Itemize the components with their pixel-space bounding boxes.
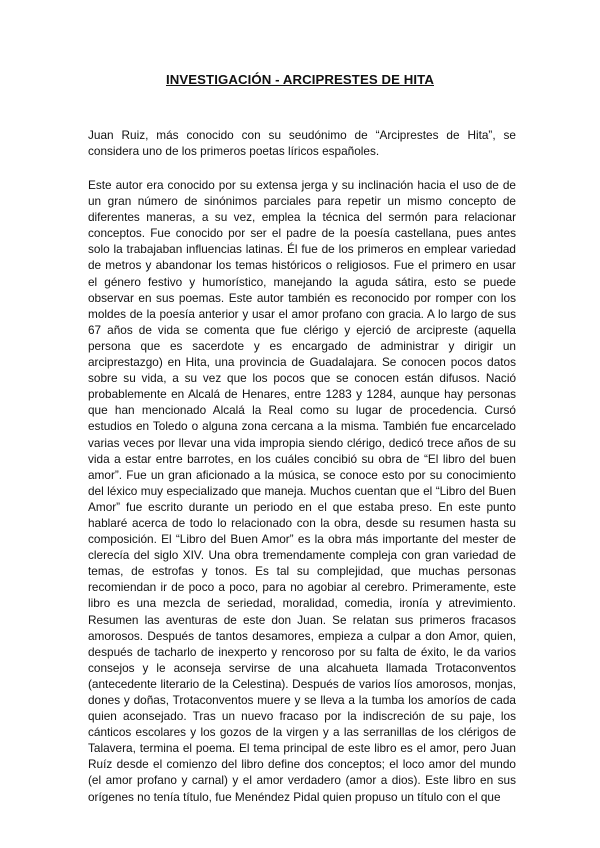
intro-paragraph: Juan Ruiz, más conocido con su seudónimo de “Arciprestes de Hita”, se considera uno de los primeros poetas líricos españoles. [88,128,516,159]
body-paragraph: Este autor era conocido por su extensa jerga y su inclinación hacia el uso de de un gran número de sinónimos parciales para repetir un mismo concepto de diferentes maneras, a su vez, emplea la técnica del sermón para relacionar conceptos. Fue conocido por ser el padre de la poesía castellana, pues antes solo la trabajaban influencias latinas. Él fue de los primeros en emplear variedad de metros y abandonar los temas históricos o religiosos. Fue el primero en usar el género festivo y humorístico, manejando la aguda sátira, esto se puede observar en sus poemas. Este autor también es reconocido por romper con los moldes de la poesía anterior y usar el amor profano con gracia. A lo largo de sus 67 años de vida se comenta que fue clérigo y ejerció de arcipreste (aquella persona que es sacerdote y es encargado de administrar y dirigir un arciprestazgo) en Hita, una provincia de Guadalajara. Se conocen pocos datos sobre su vida, a su vez que los pocos que se conocen están difusos. Nació probablemente en Alcalá de Henares, entre 1283 y 1284, aunque hay personas que han mencionado Alcalá la Real como su lugar de procedencia. Cursó estudios en Toledo o alguna zona cercana a la misma. También fue encarcelado varias veces por llevar una vida impropia siendo clérigo, dedicó trece años de su vida a estar entre barrotes, en los cuáles concibió su obra de “El libro del buen amor”. Fue un gran aficionado a la música, se conoce esto por su conocimiento del léxico muy especializado que maneja. Muchos cuentan que el “Libro del Buen Amor” fue escrito durante un periodo en el que estaba preso. En este punto hablaré acerca de todo lo relacionado con la obra, desde su resumen hasta su composición. El “Libro del Buen Amor” es la obra más importante del mester de clerecía del siglo XIV. Una obra tremendamente compleja con gran variedad de temas, de estrofas y tonos. Es tal su complejidad, que muchas personas recomiendan ir de poco a poco, para no agobiar al cerebro. Primeramente, este libro es una mezcla de seriedad, moralidad, comedia, ironía y atrevimiento. Resumen las aventuras de este don Juan. Se relatan sus primeros fracasos amorosos. Después de tantos desamores, empieza a culpar a don Amor, quien, después de tacharlo de inexperto y rencoroso por su falta de éxito, le da varios consejos y le aconseja servirse de una alcahueta llamada Trotaconventos (antecedente literario de la Celestina). Después de varios líos amorosos, monjas, dones y doñas, Trotaconventos muere y se lleva a la tumba los amoríos de cada quien aconsejado. Tras un nuevo fracaso por la indiscreción de su paje, los cánticos escolares y los gozos de la virgen y a las serranillas de los clérigos de Talavera, termina el poema. El tema principal de este libro es el amor, pero Juan Ruíz desde el comienzo del libro define dos conceptos; el loco amor del mundo (el amor profano y carnal) y el amor verdadero (amor a dios). Este libro en sus orígenes no tenía título, fue Menéndez Pidal quien propuso un título con el que [88,178,516,804]
document-title: INVESTIGACIÓN - ARCIPRESTES DE HITA [165,72,434,87]
